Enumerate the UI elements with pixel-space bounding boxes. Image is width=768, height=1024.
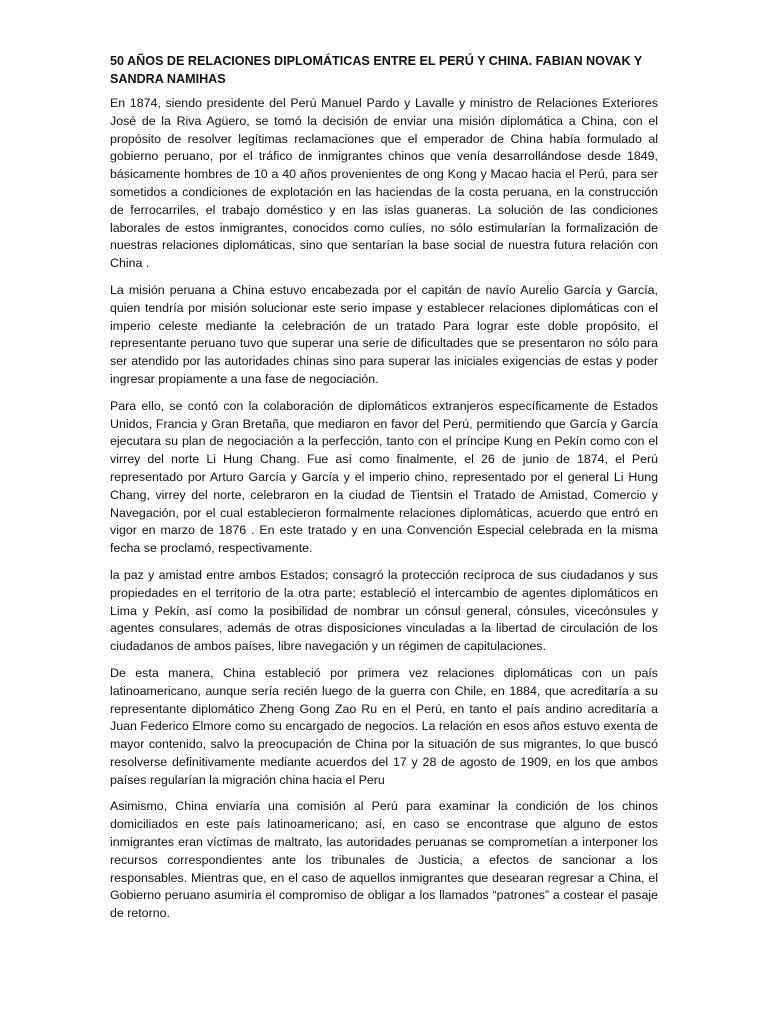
paragraph-2: La misión peruana a China estuvo encabezada por el capitán de navío Aurelio García y García, quien tendría por misión solucionar este serio impase y establecer relaciones diplomáticas con el imperio celeste mediante la celebración de un tratado Para lograr este doble propósito, el representante peruano tuvo que superar una serie de dificultades que se presentaron no sólo para ser atendido por las autoridades chinas sino para superar las iniciales exigencias de estas y poder ingresar propiamente a una fase de negociación. [110, 282, 658, 386]
paragraph-3: Para ello, se contó con la colaboración de diplomáticos extranjeros específicamente de Estados Unidos, Francia y Gran Bretaña, que mediaron en favor del Perú, permitiendo que García y García ejecutara su plan de negociación a la perfección, tanto con el príncipe Kung en Pekín como con el virrey del norte Li Hung Chang. Fue así como finalmente, el 26 de junio de 1874, el Perú representado por Arturo García y García y el imperio chino, representado por el general Li Hung Chang, virrey del norte, celebraron en la ciudad de Tientsin el Tratado de Amistad, Comercio y Navegación, por el cual establecieron formalmente relaciones diplomáticas, acuerdo que entró en vigor en marzo de 1876 . En este tratado y en una Convención Especial celebrada en la misma fecha se proclamó, respectivamente. [110, 398, 658, 556]
document-title: 50 AÑOS DE RELACIONES DIPLOMÁTICAS ENTRE EL PERÚ Y CHINA. FABIAN NOVAK Y SANDRA NAMIHAS [110, 54, 643, 86]
paragraph-5: De esta manera, China estableció por primera vez relaciones diplomáticas con un país latinoamericano, aunque sería recién luego de la guerra con Chile, en 1884, que acreditaría a su representante diplomático Zheng Gong Zao Ru en el Perú, en tanto el país andino acreditaría a Juan Federico Elmore como su encargado de negocios. La relación en esos años estuvo exenta de mayor contenido, salvo la preocupación de China por la situación de sus migrantes, lo que buscó resolverse definitivamente mediante acuerdos del 17 y 28 de agosto de 1909, en los que ambos países regularían la migración china hacia el Peru [110, 665, 658, 787]
paragraph-1: En 1874, siendo presidente del Perú Manuel Pardo y Lavalle y ministro de Relaciones Exteriores José de la Riva Agüero, se tomó la decisión de enviar una misión diplomática a China, con el propósito de resolver legítimas reclamaciones que el emperador de China había formulado al gobierno peruano, por el tráfico de inmigrantes chinos que venía desarrollándose desde 1849, básicamente hombres de 10 a 40 años provenientes de ong Kong y Macao hacia el Perú, para ser sometidos a condiciones de explotación en las haciendas de la costa peruana, en la construcción de ferrocarriles, el trabajo doméstico y en las islas guaneras. La solución de las condiciones laborales de estos inmigrantes, conocidos como culíes, no sólo estimularían la formalización de nuestras relaciones diplomáticas, sino que sentarían la base social de nuestra futura relación con China . [110, 96, 658, 271]
paragraph-6: Asimismo, China enviaría una comisión al Perú para examinar la condición de los chinos domiciliados en este país latinoamericano; así, en caso se encontrase que alguno de estos inmigrantes eran víctimas de maltrato, las autoridades peruanas se comprometían a interponer los recursos correspondientes ante los tribunales de Justicia, a efectos de sancionar a los responsables. Mientras que, en el caso de aquellos inmigrantes que desearan regresar a China, el Gobierno peruano asumiría el compromiso de obligar a los llamados “patrones” a costear el pasaje de retorno. [110, 799, 658, 921]
document-page [110, 52, 658, 932]
paragraph-4: la paz y amistad entre ambos Estados; consagró la protección recíproca de sus ciudadanos y sus propiedades en el territorio de la otra parte; estableció el intercambio de agentes diplomáticos en Lima y Pekín, así como la posibilidad de nombrar un cónsul general, cónsules, vicecónsules y agentes consulares, además de otras disposiciones vinculadas a la libertad de circulación de los ciudadanos de ambos países, libre navegación y un régimen de capitulaciones. [110, 567, 658, 654]
